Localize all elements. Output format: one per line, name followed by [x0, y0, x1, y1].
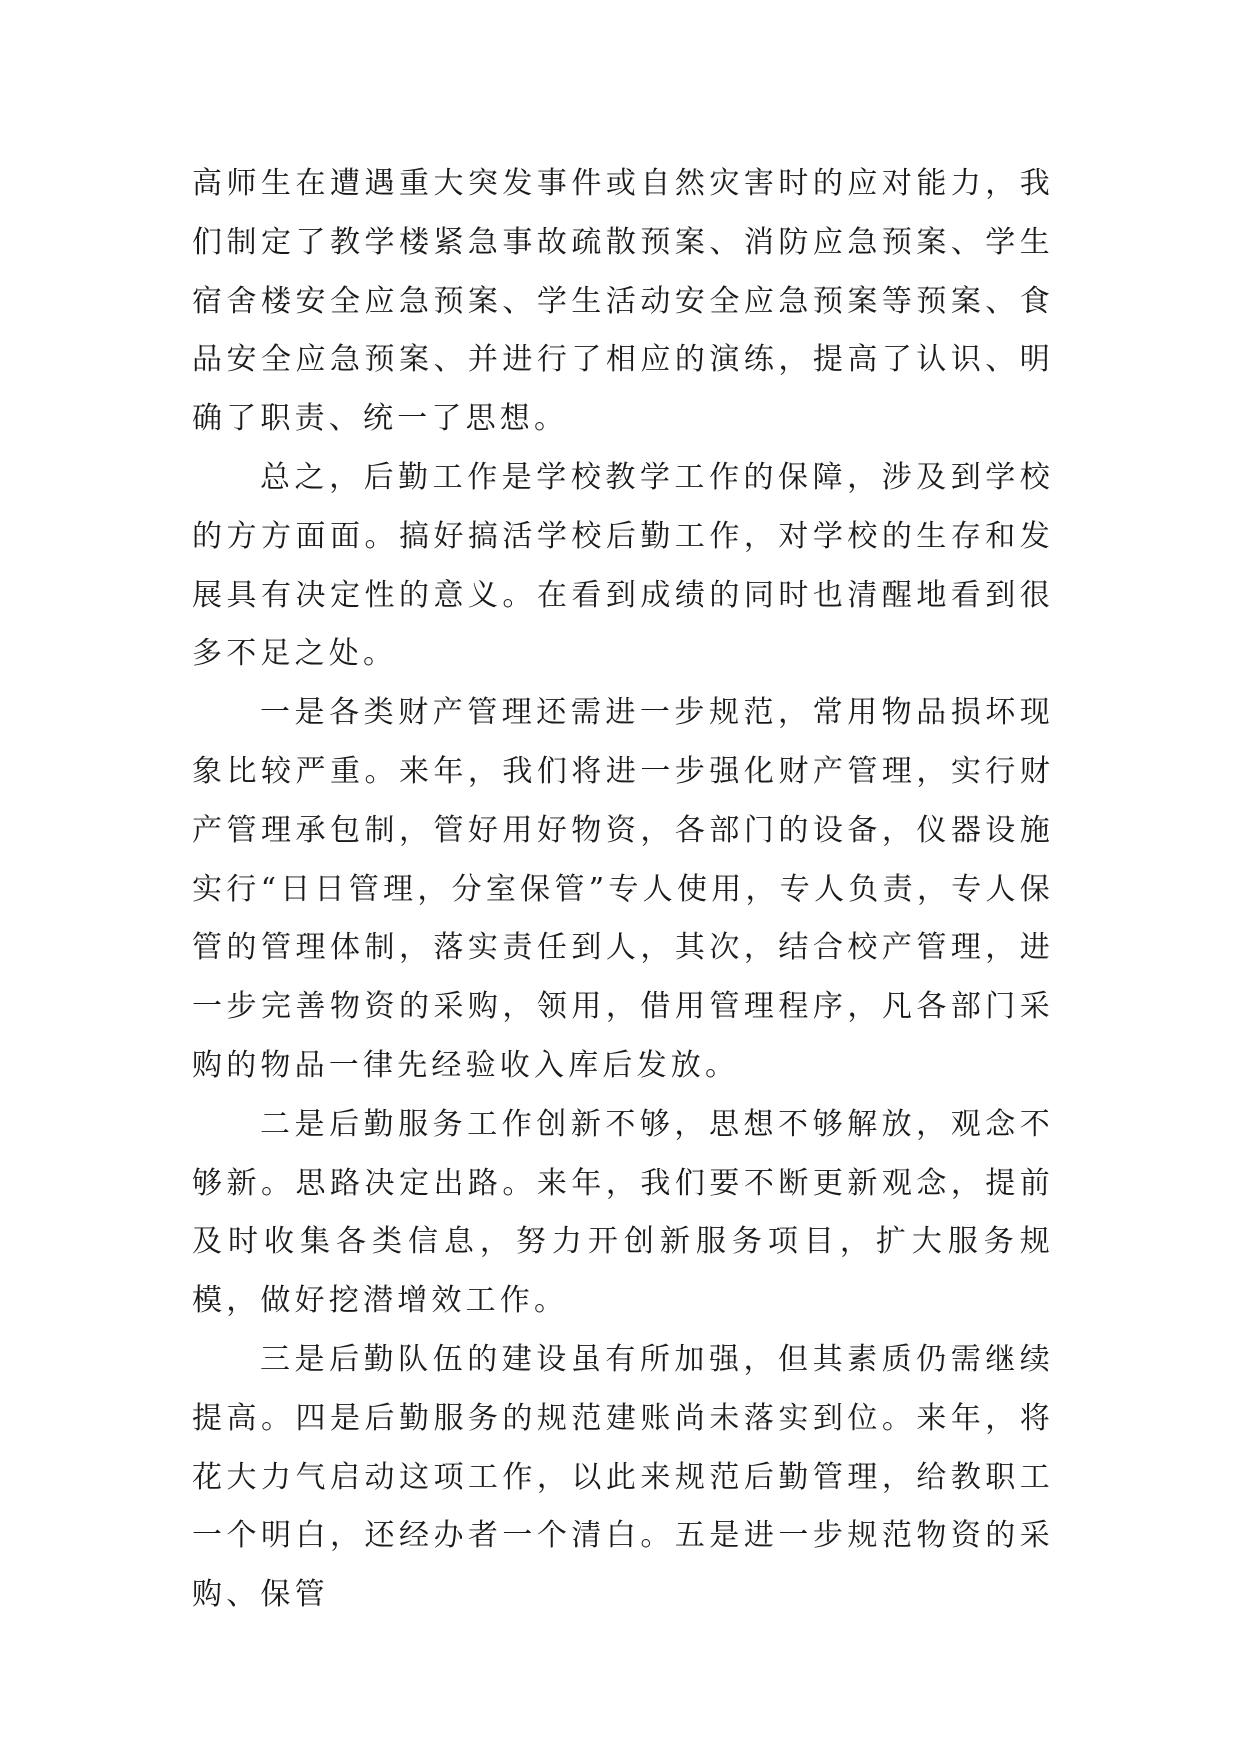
- document-body: [192, 155, 1054, 1625]
- paragraph-5: 三是后勤队伍的建设虽有所加强，但其素质仍需继续提高。四是后勤服务的规范建账尚未落实到位。来年，将花大力气启动这项工作，以此来规范后勤管理，给教职工一个明白，还经办者一个清白。五是进一步规范物资的采购、保管: [192, 1341, 1054, 1613]
- paragraph-3: 一是各类财产管理还需进一步规范，常用物品损坏现象比较严重。来年，我们将进一步强化财产管理，实行财产管理承包制，管好用好物资，各部门的设备，仪器设施实行“日日管理，分室保管”专人使用，专人负责，专人保管的管理体制，落实责任到人，其次，结合校产管理，进一步完善物资的采购，领用，借用管理程序，凡各部门采购的物品一律先经验收入库后发放。: [192, 695, 1054, 1083]
- paragraph-1: 高师生在遭遇重大突发事件或自然灾害时的应对能力，我们制定了教学楼紧急事故疏散预案、消防应急预案、学生宿舍楼安全应急预案、学生活动安全应急预案等预案、食品安全应急预案、并进行了相应的演练，提高了认识、明确了职责、统一了思想。: [192, 166, 1054, 437]
- paragraph-2: 总之，后勤工作是学校教学工作的保障，涉及到学校的方方面面。搞好搞活学校后勤工作，对学校的生存和发展具有决定性的意义。在看到成绩的同时也清醒地看到很多不足之处。: [192, 459, 1054, 672]
- paragraph-4: 二是后勤服务工作创新不够，思想不够解放，观念不够新。思路决定出路。来年，我们要不断更新观念，提前及时收集各类信息，努力开创新服务项目，扩大服务规模，做好挖潜增效工作。: [192, 1106, 1054, 1319]
